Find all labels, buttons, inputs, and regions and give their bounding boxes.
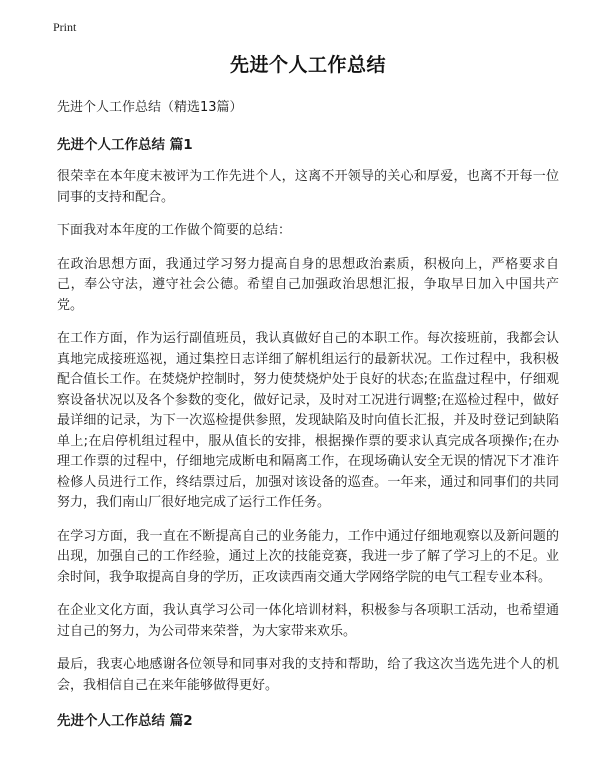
paragraph: 在政治思想方面，我通过学习努力提高自身的思想政治素质，积极向上，严格要求自己，奉公守法，遵守社会公德。希望自己加强政治思想汇报，争取早日加入中国共产党。: [57, 256, 559, 313]
document-subtitle: 先进个人工作总结（精选13篇）: [57, 100, 243, 115]
section-heading-2: 先进个人工作总结 篇2: [57, 713, 193, 729]
paragraph: 在企业文化方面，我认真学习公司一体化培训材料，积极参与各项职工活动，也希望通过自己的努力，为公司带来荣誉，为大家带来欢乐。: [57, 603, 559, 639]
paragraph: 下面我对本年度的工作做个简要的总结：: [57, 223, 292, 238]
document-page: [57, 50, 559, 743]
paragraph: 在学习方面，我一直在不断提高自己的业务能力，工作中通过仔细地观察以及新问题的出现，加强自己的工作经验，通过上次的技能竞赛，我进一步了解了学习上的不足。业余时间，我争取提高自身的学历，正攻读西南交通大学网络学院的电气工程专业本科。: [57, 528, 559, 585]
print-link[interactable]: Print: [53, 20, 77, 34]
paragraph: 最后，我衷心地感谢各位领导和同事对我的支持和帮助，给了我这次当选先进个人的机会，我相信自己在来年能够做得更好。: [57, 657, 559, 693]
paragraph: 很荣幸在本年度末被评为工作先进个人，这离不开领导的关心和厚爱，也离不开每一位同事的支持和配合。: [57, 169, 559, 205]
section-heading-1: 先进个人工作总结 篇1: [57, 137, 193, 153]
paragraph: 在工作方面，作为运行副值班员，我认真做好自己的本职工作。每次接班前，我都会认真地完成接班巡视，通过集控日志详细了解机组运行的最新状况。工作过程中，我积极配合值长工作。在焚烧炉控制时，努力使焚烧炉处于良好的状态;在监盘过程中，仔细观察设备状况以及各个参数的变化，做好记录，及时对工况进行调整;在巡检过程中，做好最详细的记录，为下一次巡检提供参照，发现缺陷及时向值长汇报，并及时登记到缺陷单上;在启停机组过程中，服从值长的安排，根据操作票的要求认真完成各项操作;在办理工作票的过程中，仔细地完成断电和隔离工作，在现场确认安全无误的情况下才准许检修人员进行工作，终结票过后，加强对该设备的巡查。一年来，通过和同事们的共同努力，我们南山厂很好地完成了运行工作任务。: [57, 331, 559, 510]
document-title: 先进个人工作总结: [229, 54, 386, 76]
